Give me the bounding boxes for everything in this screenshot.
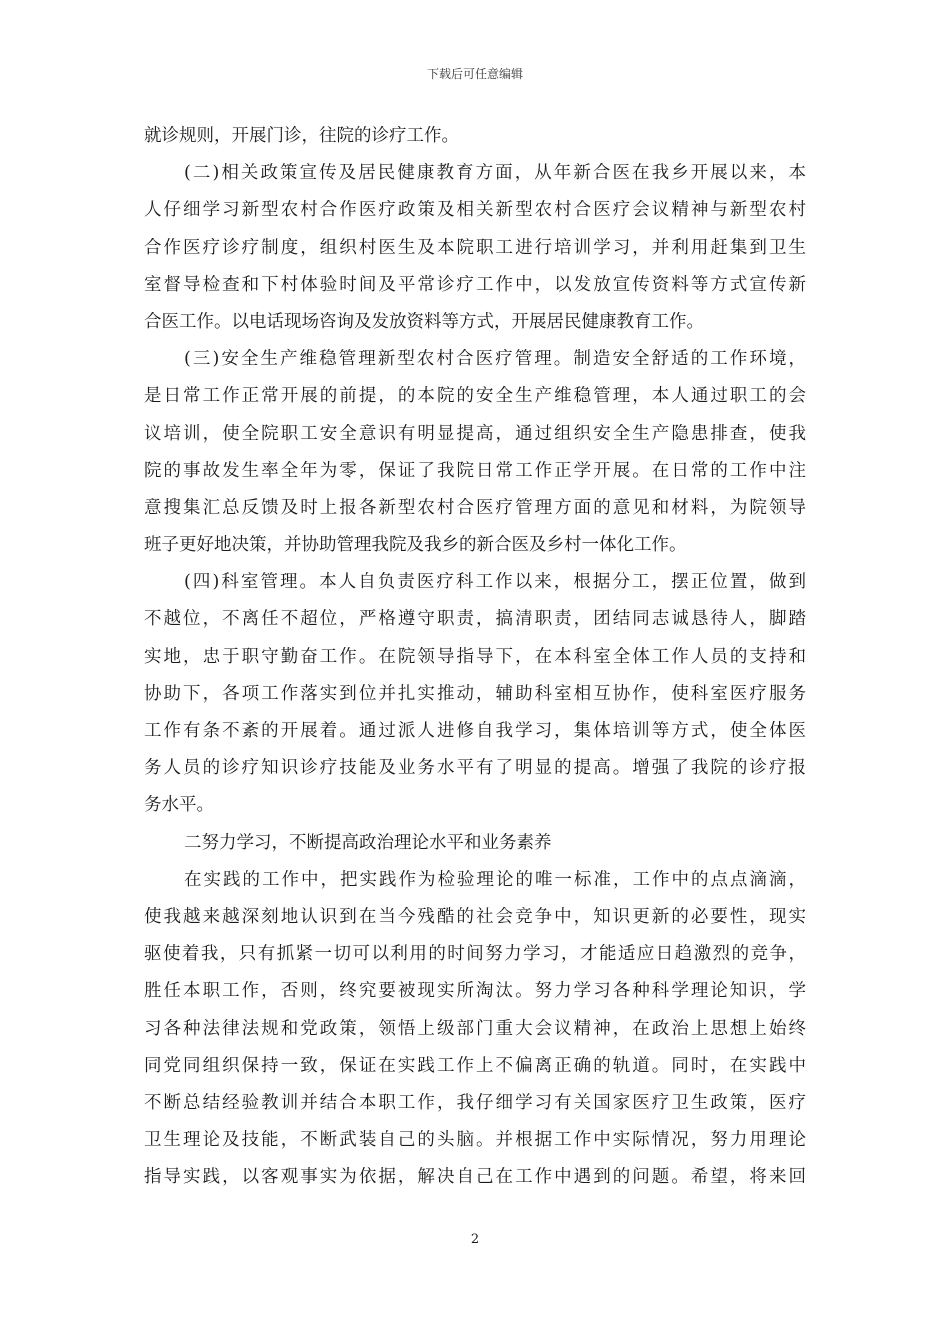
text-line: 合医工作。以电话现场咨询及发放资料等方式，开展居民健康教育工作。 — [144, 311, 704, 332]
text-line: 室督导检查和下村体验时间及平常诊疗工作中，以发放宣传资料等方式宣传新 — [144, 274, 806, 295]
document-body — [144, 118, 806, 1196]
text-line: 务人员的诊疗知识诊疗技能及业务水平有了明显的提高。增强了我院的诊疗报 — [144, 758, 806, 779]
text-line: 使我越来越深刻地认识到在当今残酷的社会竞争中，知识更新的必要性，现实 — [144, 906, 806, 927]
section-heading — [144, 825, 806, 862]
text-line: 驱使着我，只有抓紧一切可以利用的时间努力学习，才能适应日趋激烈的竞争， — [144, 944, 806, 965]
text-line: 议培训，使全院职工安全意识有明显提高，通过组织安全生产隐患排查，使我 — [144, 423, 806, 444]
text-line: 不越位，不离任不超位，严格遵守职责，搞清职责，团结同志诚恳待人，脚踏 — [144, 609, 806, 630]
text-line: 院的事故发生率全年为零，保证了我院日常工作正学开展。在日常的工作中注 — [144, 460, 806, 481]
text-line: 不断总结经验教训并结合本职工作，我仔细学习有关国家医疗卫生政策，医疗 — [144, 1092, 806, 1113]
text-line: 意搜集汇总反馈及时上报各新型农村合医疗管理方面的意见和材料，为院领导 — [144, 497, 806, 518]
text-line: 指导实践，以客观事实为依据，解决自己在工作中遇到的问题。希望，将来回 — [144, 1167, 806, 1188]
text-line: 人仔细学习新型农村合作医疗政策及相关新型农村合医疗会议精神与新型农村 — [144, 200, 806, 221]
text-line: (二)相关政策宣传及居民健康教育方面，从年新合医在我乡开展以来，本 — [184, 163, 806, 184]
text-line: 胜任本职工作，否则，终究要被现实所淘汰。努力学习各种科学理论知识，学 — [144, 981, 806, 1002]
text-line: 同党同组织保持一致，保证在实践工作上不偏离正确的轨道。同时，在实践中 — [144, 1055, 806, 1076]
text-line: 就诊规则，开展门诊，往院的诊疗工作。 — [144, 126, 459, 146]
text-line: 在实践的工作中，把实践作为检验理论的唯一标准，工作中的点点滴滴， — [184, 869, 806, 890]
text-line: 协助下，各项工作落实到位并扎实推动，辅助科室相互协作，使科室医疗服务 — [144, 683, 806, 704]
text-line: (三)安全生产维稳管理新型农村合医疗管理。制造安全舒适的工作环境， — [184, 349, 806, 370]
paragraph — [144, 862, 806, 1197]
paragraph — [144, 564, 806, 824]
paragraph — [144, 118, 806, 155]
text-line: 班子更好地决策，并协助管理我院及我乡的新合医及乡村一体化工作。 — [144, 535, 687, 556]
header-note: 下载后可任意编辑 — [426, 67, 523, 81]
text-line: 工作有条不紊的开展着。通过派人进修自我学习，集体培训等方式，使全体医 — [144, 721, 806, 741]
page-number: 2 — [470, 1232, 480, 1247]
text-line: 二努力学习，不断提高政治理论水平和业务素养 — [184, 832, 552, 853]
paragraph — [144, 155, 806, 341]
text-line: 实地，忠于职守勤奋工作。在院领导指导下，在本科室全体工作人员的支持和 — [144, 646, 806, 667]
text-line: 合作医疗诊疗制度，组织村医生及本院职工进行培训学习，并利用赶集到卫生 — [144, 237, 806, 258]
text-line: 卫生理论及技能，不断武装自己的头脑。并根据工作中实际情况，努力用理论 — [144, 1130, 806, 1151]
text-line: 习各种法律法规和党政策，领悟上级部门重大会议精神，在政治上思想上始终 — [144, 1018, 806, 1039]
text-line: (四)科室管理。本人自负责医疗科工作以来，根据分工，摆正位置，做到 — [184, 572, 806, 593]
text-line: 是日常工作正常开展的前提，的本院的安全生产维稳管理，本人通过职工的会 — [144, 386, 806, 407]
text-line: 务水平。 — [144, 795, 214, 816]
paragraph — [144, 341, 806, 564]
